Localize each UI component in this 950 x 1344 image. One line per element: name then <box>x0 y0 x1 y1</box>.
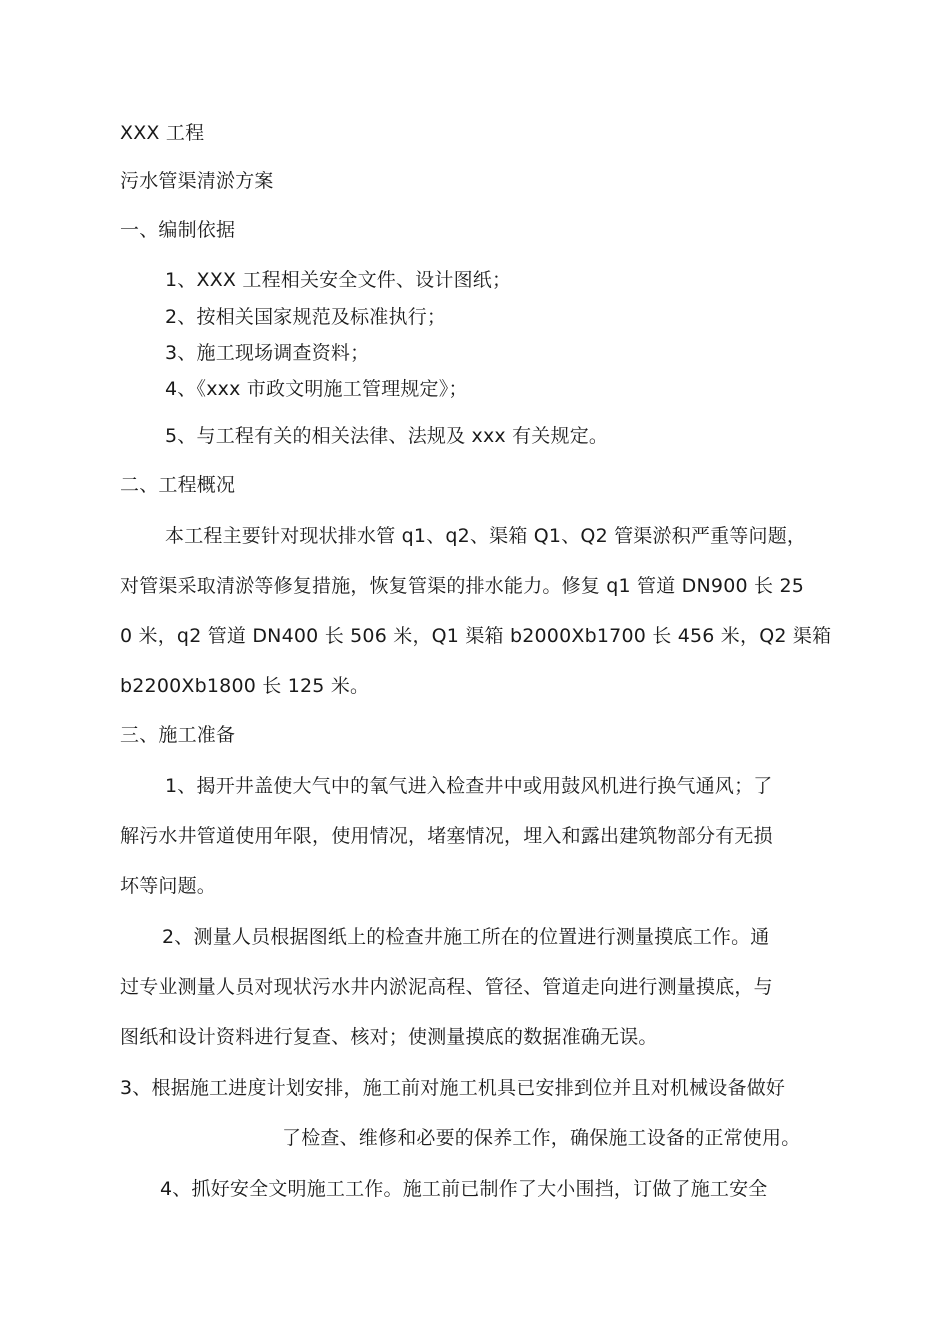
overview-line: 对管渠采取清淤等修复措施，恢复管渠的排水能力。修复 q1 管道 DN900 长 25 <box>120 575 805 597</box>
basis-item: 2、按相关国家规范及标准执行； <box>165 306 447 328</box>
overview-line: b2200Xb1800 长 125 米。 <box>120 675 370 697</box>
document-title: 污水管渠清淤方案 <box>120 170 274 192</box>
preparation-paragraph-line: 1、揭开井盖使大气中的氧气进入检查井中或用鼓风机进行换气通风；了 <box>165 775 773 797</box>
preparation-paragraph-line: 坏等问题。 <box>120 875 217 897</box>
preparation-paragraph-line: 2、测量人员根据图纸上的检查井施工所在的位置进行测量摸底工作。通 <box>162 926 770 948</box>
preparation-paragraph-line: 4、抓好安全文明施工工作。施工前已制作了大小围挡，订做了施工安全 <box>160 1178 768 1200</box>
preparation-paragraph-line: 图纸和设计资料进行复查、核对；使测量摸底的数据准确无误。 <box>120 1026 658 1048</box>
project-title: XXX 工程 <box>120 122 205 144</box>
basis-item: 1、XXX 工程相关安全文件、设计图纸； <box>165 269 512 291</box>
preparation-paragraph-line: 了检查、维修和必要的保养工作，确保施工设备的正常使用。 <box>282 1127 801 1149</box>
preparation-paragraph-line: 过专业测量人员对现状污水井内淤泥高程、管径、管道走向进行测量摸底，与 <box>120 976 773 998</box>
section-heading-basis: 一、编制依据 <box>120 219 236 241</box>
preparation-paragraph-line: 3、根据施工进度计划安排，施工前对施工机具已安排到位并且对机械设备做好 <box>120 1077 786 1099</box>
section-heading-overview: 二、工程概况 <box>120 474 236 496</box>
basis-item: 3、施工现场调查资料； <box>165 342 370 364</box>
overview-line: 0 米，q2 管道 DN400 长 506 米，Q1 渠箱 b2000Xb1700 长 456 米，Q2 渠箱 <box>120 625 832 647</box>
basis-item: 5、与工程有关的相关法律、法规及 xxx 有关规定。 <box>165 425 609 447</box>
section-heading-preparation: 三、施工准备 <box>120 724 236 746</box>
basis-item: 4、《xxx 市政文明施工管理规定》； <box>165 378 468 400</box>
preparation-paragraph-line: 解污水井管道使用年限，使用情况，堵塞情况，埋入和露出建筑物部分有无损 <box>120 825 773 847</box>
overview-line: 本工程主要针对现状排水管 q1、q2、渠箱 Q1、Q2 管渠淤积严重等问题， <box>165 525 807 547</box>
